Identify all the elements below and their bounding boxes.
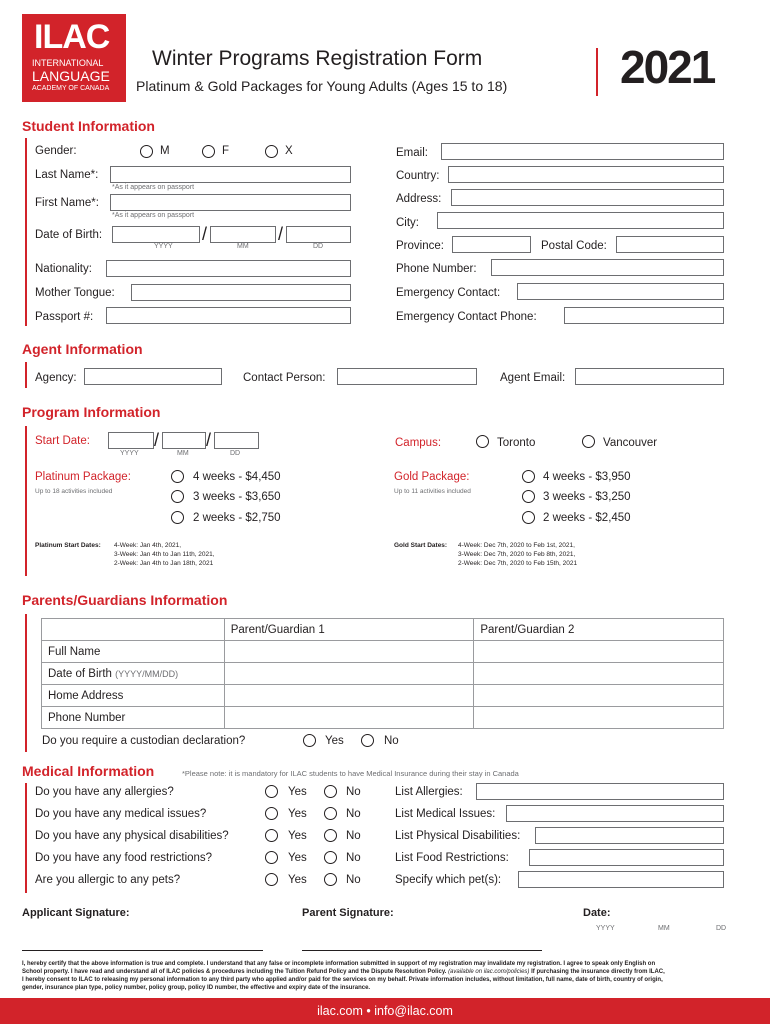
- phone-row-label: Phone Number: [42, 707, 225, 729]
- start-date-separator: /: [154, 430, 160, 450]
- agent-section-title: Agent Information: [22, 341, 143, 357]
- start-day-hint: DD: [230, 450, 241, 457]
- specify-pets-field[interactable]: [518, 871, 724, 888]
- custodian-no-radio[interactable]: [361, 734, 374, 747]
- parent2-phone-cell[interactable]: [474, 707, 724, 729]
- first-name-passport-note: *As it appears on passport: [112, 212, 195, 219]
- logo-main-text: ILAC: [34, 18, 110, 56]
- city-field[interactable]: [437, 212, 724, 229]
- mother-tongue-field[interactable]: [131, 284, 351, 301]
- emergency-contact-label: Emergency Contact:: [396, 287, 501, 299]
- dob-separator: /: [202, 224, 208, 244]
- first-name-label: First Name*:: [35, 197, 99, 209]
- parent1-header: Parent/Guardian 1: [224, 619, 474, 641]
- list-food-restrictions-field[interactable]: [529, 849, 724, 866]
- pets-question: Are you allergic to any pets?: [35, 874, 181, 886]
- gold-4-weeks-label: 4 weeks - $3,950: [543, 471, 631, 483]
- parent2-address-cell[interactable]: [474, 685, 724, 707]
- parent-signature-label: Parent Signature:: [302, 907, 394, 919]
- postal-code-label: Postal Code:: [541, 240, 607, 252]
- table-header-row: [42, 619, 724, 641]
- table-row: [42, 641, 724, 663]
- food-restrictions-yes-label: Yes: [288, 852, 307, 864]
- footer-contact[interactable]: ilac.com • info@ilac.com: [0, 998, 770, 1024]
- date-label: Date:: [583, 907, 611, 919]
- platinum-4-weeks-label: 4 weeks - $4,450: [193, 471, 281, 483]
- full-name-row-label: Full Name: [42, 641, 225, 663]
- gold-date-line: 4-Week: Dec 7th, 2020 to Feb 1st, 2021,: [458, 542, 575, 549]
- platinum-package-label: Platinum Package:: [35, 471, 131, 483]
- legal-line: gender, insurance plan type, policy number, policy group, policy ID number, the effective and expiry date of the insurance.: [22, 985, 371, 991]
- province-field[interactable]: [452, 236, 531, 253]
- contact-person-field[interactable]: [337, 368, 477, 385]
- dob-year-hint: YYYY: [154, 243, 173, 250]
- last-name-label: Last Name*:: [35, 169, 99, 181]
- gender-m-label: M: [160, 145, 170, 157]
- disabilities-yes-label: Yes: [288, 830, 307, 842]
- start-year-field[interactable]: [108, 432, 154, 449]
- gender-f-label: F: [222, 145, 230, 157]
- nationality-label: Nationality:: [35, 263, 92, 275]
- medical-section-title: Medical Information: [22, 763, 155, 779]
- allergies-yes-radio[interactable]: [265, 785, 278, 798]
- parents-table: [41, 618, 724, 729]
- list-disabilities-field[interactable]: [535, 827, 724, 844]
- program-section-title: Program Information: [22, 404, 161, 420]
- parent1-phone-cell[interactable]: [224, 707, 474, 729]
- start-date-separator: /: [206, 430, 212, 450]
- sign-date-field[interactable]: [583, 933, 725, 950]
- food-restrictions-question: Do you have any food restrictions?: [35, 852, 213, 864]
- campus-toronto-label: Toronto: [497, 437, 536, 449]
- parent2-full-name-cell[interactable]: [474, 641, 724, 663]
- legal-line: I, hereby certify that the above information is true and complete. I understand that any false or incomplete information submitted in support of my registration may invalidate my registration. I agree to speak only English on: [22, 961, 656, 967]
- gold-3-weeks-label: 3 weeks - $3,250: [543, 491, 631, 503]
- pets-yes-label: Yes: [288, 874, 307, 886]
- list-disabilities-label: List Physical Disabilities:: [395, 830, 521, 842]
- applicant-signature-line[interactable]: [22, 950, 263, 951]
- email-field[interactable]: [441, 143, 724, 160]
- platinum-date-line: 2-Week: Jan 4th to Jan 18th, 2021: [114, 560, 214, 567]
- program-section-bar: [25, 426, 27, 576]
- home-address-row-label: Home Address: [42, 685, 225, 707]
- parent2-dob-cell[interactable]: [474, 663, 724, 685]
- postal-code-field[interactable]: [616, 236, 724, 253]
- custodian-yes-radio[interactable]: [303, 734, 316, 747]
- disabilities-question: Do you have any physical disabilities?: [35, 830, 229, 842]
- province-label: Province:: [396, 240, 444, 252]
- address-label: Address:: [396, 193, 442, 205]
- passport-field[interactable]: [106, 307, 351, 324]
- platinum-date-line: 3-Week: Jan 4th to Jan 11th, 2021,: [114, 551, 215, 558]
- country-label: Country:: [396, 170, 440, 182]
- logo-line-3: ACADEMY OF CANADA: [32, 85, 110, 92]
- header-divider: [596, 48, 598, 96]
- gold-date-line: 3-Week: Dec 7th, 2020 to Feb 8th, 2021,: [458, 551, 576, 558]
- platinum-2-weeks-label: 2 weeks - $2,750: [193, 512, 281, 524]
- disabilities-no-radio[interactable]: [324, 829, 337, 842]
- gold-3-weeks-radio[interactable]: [522, 490, 535, 503]
- gold-4-weeks-radio[interactable]: [522, 470, 535, 483]
- campus-vancouver-radio[interactable]: [582, 435, 595, 448]
- first-name-field[interactable]: [110, 194, 351, 211]
- platinum-package-note: Up to 18 activities included: [35, 488, 113, 495]
- gender-label: Gender:: [35, 145, 77, 157]
- platinum-3-weeks-radio[interactable]: [171, 490, 184, 503]
- sign-date-day-hint: DD: [716, 925, 727, 932]
- dob-year-field[interactable]: [112, 226, 200, 243]
- list-medical-issues-label: List Medical Issues:: [395, 808, 496, 820]
- phone-number-label: Phone Number:: [396, 263, 477, 275]
- start-month-hint: MM: [177, 450, 189, 457]
- agent-email-label: Agent Email:: [500, 372, 566, 384]
- applicant-signature-label: Applicant Signature:: [22, 907, 130, 919]
- legal-line-2c: If purchasing the insurance directly from ILAC,: [531, 969, 665, 975]
- medical-issues-question: Do you have any medical issues?: [35, 808, 207, 820]
- food-restrictions-no-label: No: [346, 852, 361, 864]
- custodian-no-label: No: [384, 735, 399, 747]
- allergies-question: Do you have any allergies?: [35, 786, 174, 798]
- dob-row-hint: (YYYY/MM/DD): [115, 668, 179, 679]
- medical-insurance-note: *Please note: it is mandatory for ILAC students to have Medical Insurance during their stay in Canada: [182, 769, 519, 778]
- list-medical-issues-field[interactable]: [506, 805, 724, 822]
- agency-field[interactable]: [84, 368, 222, 385]
- contact-person-label: Contact Person:: [243, 372, 326, 384]
- country-field[interactable]: [448, 166, 724, 183]
- city-label: City:: [396, 217, 419, 229]
- medical-issues-yes-label: Yes: [288, 808, 307, 820]
- dob-label: Date of Birth:: [35, 229, 103, 241]
- medical-issues-no-label: No: [346, 808, 361, 820]
- gold-start-dates-label: Gold Start Dates:: [394, 542, 448, 549]
- start-month-field[interactable]: [162, 432, 206, 449]
- emergency-phone-label: Emergency Contact Phone:: [396, 311, 537, 323]
- parent1-address-cell[interactable]: [224, 685, 474, 707]
- form-subtitle: Platinum & Gold Packages for Young Adults (Ages 15 to 18): [136, 78, 508, 94]
- custodian-yes-label: Yes: [325, 735, 344, 747]
- pets-yes-radio[interactable]: [265, 873, 278, 886]
- parent1-dob-cell[interactable]: [224, 663, 474, 685]
- gender-f-radio[interactable]: [202, 145, 215, 158]
- custodian-question: Do you require a custodian declaration?: [42, 735, 246, 747]
- gold-date-line: 2-Week: Dec 7th, 2020 to Feb 15th, 2021: [458, 560, 578, 567]
- pets-no-label: No: [346, 874, 361, 886]
- disabilities-yes-radio[interactable]: [265, 829, 278, 842]
- food-restrictions-no-radio[interactable]: [324, 851, 337, 864]
- dob-row-label-text: Date of Birth: [48, 667, 112, 680]
- dob-separator: /: [278, 224, 284, 244]
- pets-no-radio[interactable]: [324, 873, 337, 886]
- platinum-date-line: 4-Week: Jan 4th, 2021,: [114, 542, 182, 549]
- last-name-passport-note: *As it appears on passport: [112, 184, 195, 191]
- gender-m-radio[interactable]: [140, 145, 153, 158]
- last-name-field[interactable]: [110, 166, 351, 183]
- parents-section-bar: [25, 614, 27, 752]
- logo-line-1: INTERNATIONAL: [32, 58, 104, 68]
- start-year-hint: YYYY: [120, 450, 139, 457]
- logo-line-2: LANGUAGE: [32, 68, 110, 84]
- list-food-restrictions-label: List Food Restrictions:: [395, 852, 509, 864]
- agent-section-bar: [25, 362, 27, 388]
- table-row: [42, 663, 724, 685]
- start-date-label: Start Date:: [35, 435, 90, 447]
- student-section-title: Student Information: [22, 118, 155, 134]
- gender-x-label: X: [285, 145, 293, 157]
- platinum-3-weeks-label: 3 weeks - $3,650: [193, 491, 281, 503]
- platinum-start-dates-label: Platinum Start Dates:: [35, 542, 101, 549]
- phone-number-field[interactable]: [491, 259, 724, 276]
- form-year: 2021: [620, 41, 715, 93]
- list-allergies-field[interactable]: [476, 783, 724, 800]
- dob-day-hint: DD: [313, 243, 324, 250]
- sign-date-month-hint: MM: [658, 925, 670, 932]
- specify-pets-label: Specify which pet(s):: [395, 874, 502, 886]
- start-day-field[interactable]: [214, 432, 259, 449]
- form-title: Winter Programs Registration Form: [152, 47, 483, 70]
- gold-2-weeks-label: 2 weeks - $2,450: [543, 512, 631, 524]
- campus-toronto-radio[interactable]: [476, 435, 489, 448]
- campus-label: Campus:: [395, 437, 442, 449]
- table-corner-cell: [42, 619, 225, 641]
- gender-x-radio[interactable]: [265, 145, 278, 158]
- disabilities-no-label: No: [346, 830, 361, 842]
- sign-date-year-hint: YYYY: [596, 925, 615, 932]
- agency-label: Agency:: [35, 372, 77, 384]
- gold-2-weeks-radio[interactable]: [522, 511, 535, 524]
- passport-label: Passport #:: [35, 311, 94, 323]
- gold-package-note: Up to 11 activities included: [394, 488, 471, 495]
- policies-link[interactable]: (available on ilac.com/policies): [448, 969, 530, 975]
- emergency-contact-field[interactable]: [517, 283, 724, 300]
- medical-issues-yes-radio[interactable]: [265, 807, 278, 820]
- ilac-logo: [22, 14, 126, 102]
- gold-package-label: Gold Package:: [394, 471, 470, 483]
- table-row: [42, 685, 724, 707]
- mother-tongue-label: Mother Tongue:: [35, 287, 115, 299]
- email-label: Email:: [396, 147, 428, 159]
- medical-issues-no-radio[interactable]: [324, 807, 337, 820]
- table-row: [42, 707, 724, 729]
- nationality-field[interactable]: [106, 260, 351, 277]
- parent-signature-line[interactable]: [302, 950, 542, 951]
- parent2-header: Parent/Guardian 2: [474, 619, 724, 641]
- emergency-phone-field[interactable]: [564, 307, 724, 324]
- platinum-2-weeks-radio[interactable]: [171, 511, 184, 524]
- medical-section-bar: [25, 783, 27, 893]
- dob-month-field[interactable]: [210, 226, 276, 243]
- campus-vancouver-label: Vancouver: [603, 437, 658, 449]
- address-field[interactable]: [451, 189, 724, 206]
- dob-row-label: [42, 663, 225, 685]
- legal-line: I hereby consent to ILAC to releasing my personal information to any third party who applied and/or paid for the services on my behalf. Private information includes, without limitation, full name, date of birth, country of origin,: [22, 977, 663, 983]
- allergies-no-radio[interactable]: [324, 785, 337, 798]
- parents-section-title: Parents/Guardians Information: [22, 592, 228, 608]
- parent1-full-name-cell[interactable]: [224, 641, 474, 663]
- agent-email-field[interactable]: [575, 368, 724, 385]
- list-allergies-label: List Allergies:: [395, 786, 463, 798]
- legal-line-2a: School property. I have read and understand all of ILAC policies & procedures including the Tuition Refund Policy and the Dispute Resolution Policy.: [22, 969, 447, 975]
- dob-month-hint: MM: [237, 243, 249, 250]
- platinum-4-weeks-radio[interactable]: [171, 470, 184, 483]
- allergies-yes-label: Yes: [288, 786, 307, 798]
- allergies-no-label: No: [346, 786, 361, 798]
- student-section-bar: [25, 138, 27, 326]
- dob-day-field[interactable]: [286, 226, 351, 243]
- food-restrictions-yes-radio[interactable]: [265, 851, 278, 864]
